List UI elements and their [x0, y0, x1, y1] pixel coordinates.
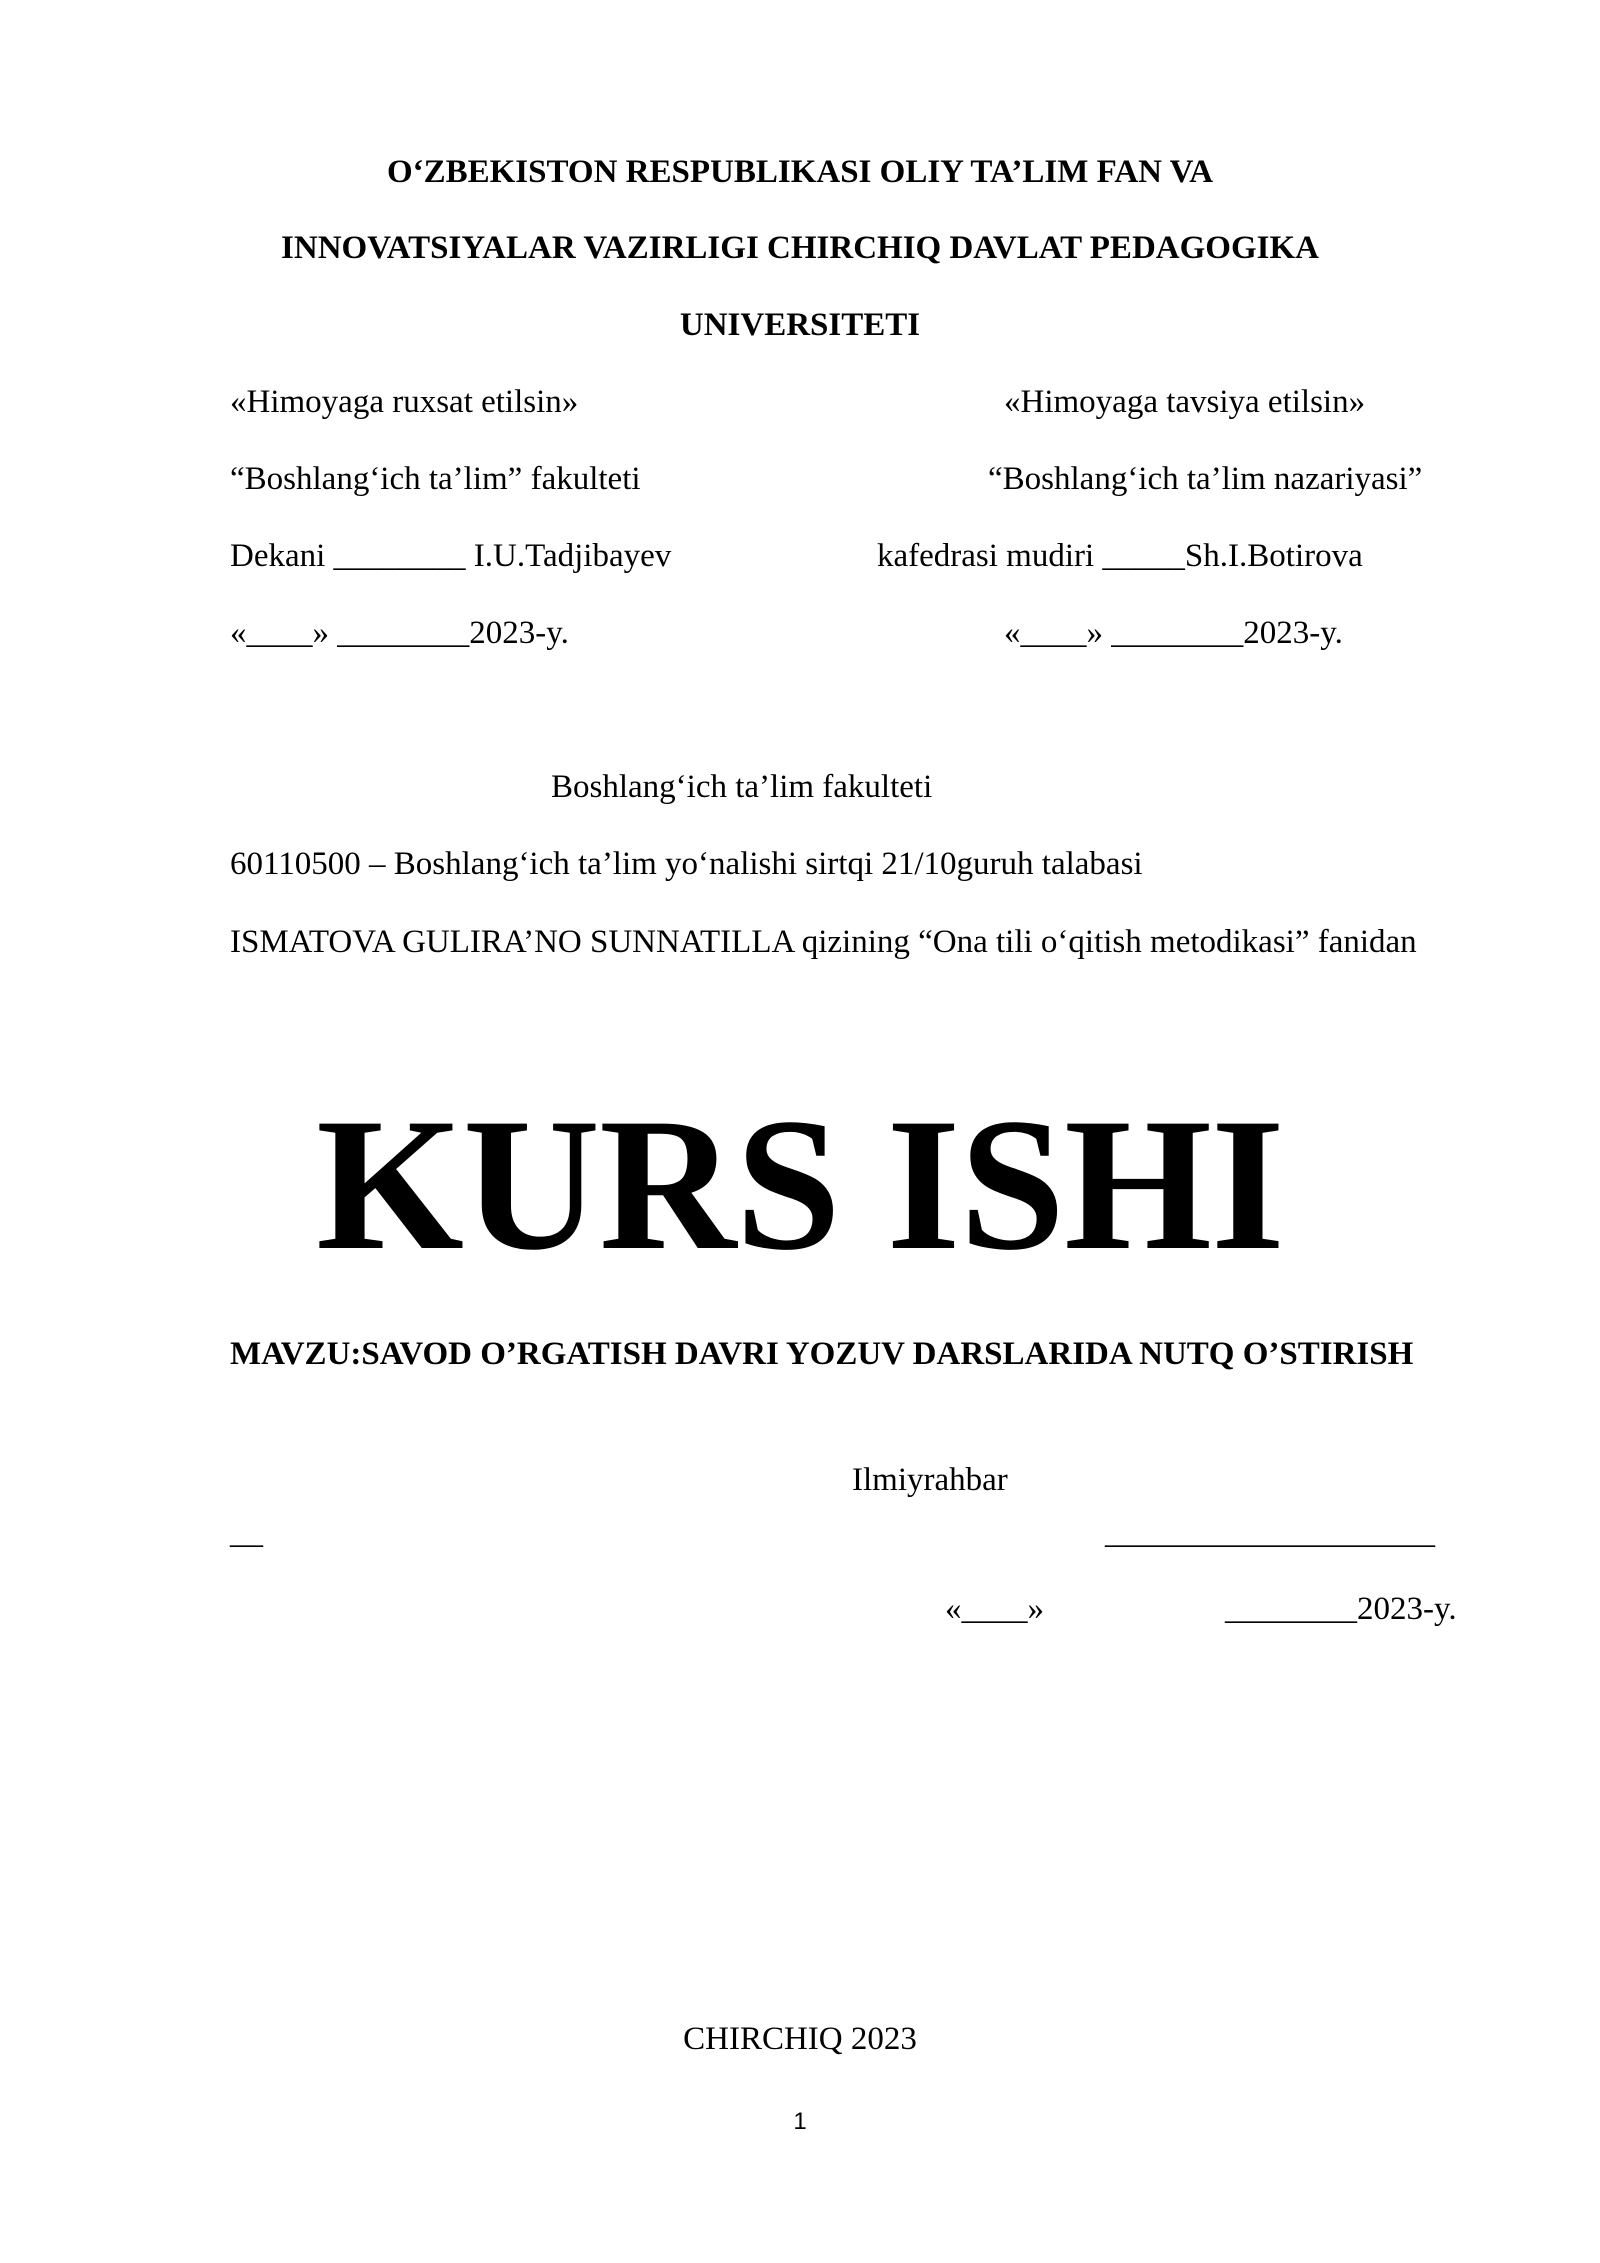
- approval-right-line-3: kafedrasi mudiri _____Sh.I.Botirova: [877, 538, 1363, 574]
- page-number: 1: [793, 2108, 807, 2135]
- header-line-3: UNIVERSITETI: [679, 307, 921, 343]
- student-faculty: Boshlang‘ich ta’lim fakulteti: [551, 769, 933, 805]
- supervisor-date-quote: «____»: [945, 1591, 1044, 1627]
- header-line-2: INNOVATSIYALAR VAZIRLIGI CHIRCHIQ DAVLAT PEDAGOGIKA: [281, 230, 1319, 266]
- approval-left-line-3: Dekani ________ I.U.Tadjibayev: [230, 538, 672, 574]
- approval-right-line-4: «____» ________2023-y.: [1004, 615, 1343, 651]
- approval-left-line-1: «Himoyaga ruxsat etilsin»: [230, 384, 579, 420]
- supervisor-date-year: ________2023-y.: [1225, 1591, 1457, 1627]
- approval-right-line-2: “Boshlang‘ich ta’lim nazariyasi”: [988, 461, 1423, 497]
- approval-left-line-4: «____» ________2023-y.: [230, 615, 569, 651]
- student-name-line: ISMATOVA GULIRA’NO SUNNATILLA qizining “Ona tili o‘qitish metodikasi” fanidan: [230, 924, 1417, 960]
- supervisor-dash: __: [230, 1515, 263, 1551]
- city-year: CHIRCHIQ 2023: [683, 2021, 917, 2057]
- student-group: 60110500 – Boshlang‘ich ta’lim yo‘nalishi sirtqi 21/10guruh talabasi: [230, 846, 1143, 882]
- document-title: KURS ISHI: [316, 1080, 1284, 1290]
- approval-left-line-2: “Boshlang‘ich ta’lim” fakulteti: [230, 461, 641, 497]
- header-line-1: O‘ZBEKISTON RESPUBLIKASI OLIY TA’LIM FAN VA: [386, 154, 1214, 190]
- topic: MAVZU:SAVOD O’RGATISH DAVRI YOZUV DARSLARIDA NUTQ O’STIRISH: [230, 1336, 1414, 1372]
- supervisor-label: Ilmiyrahbar: [852, 1462, 1008, 1498]
- supervisor-signature-line: ____________________: [1105, 1515, 1435, 1551]
- approval-right-line-1: «Himoyaga tavsiya etilsin»: [1004, 384, 1366, 420]
